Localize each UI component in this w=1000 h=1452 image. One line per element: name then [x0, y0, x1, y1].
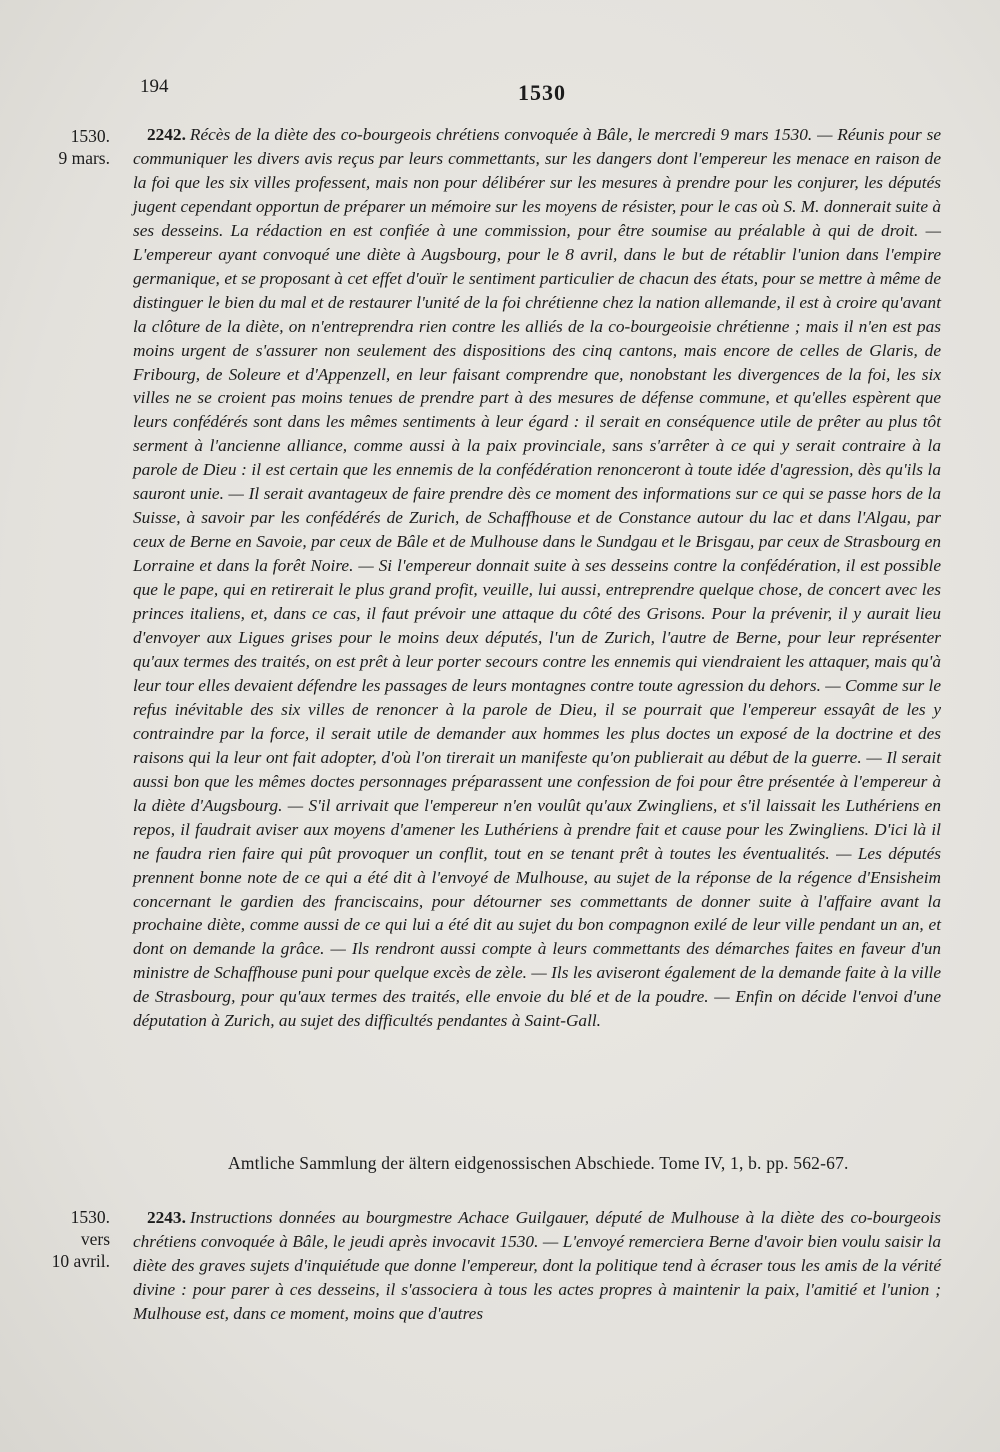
- margin-date-2242: [28, 125, 110, 169]
- entry-2243: [133, 1206, 941, 1326]
- entry-number: 2243.: [147, 1208, 186, 1227]
- page-year-heading: 1530: [518, 80, 566, 105]
- source-citation: Amtliche Sammlung der ältern eidgenossischen Abschiede. Tome IV, 1, b. pp. 562-67.: [228, 1153, 849, 1173]
- margin-date-line: 1530.: [70, 126, 110, 146]
- margin-date-line: 10 avril.: [51, 1251, 110, 1271]
- entry-number: 2242.: [147, 125, 186, 144]
- entry-text: Instructions données au bourgmestre Achace Guilgauer, député de Mulhouse à la diète des co-bourgeois chrétiens convoquée à Bâle, le jeudi après invocavit 1530. — L'envoyé remerciera Berne d'avoir bien voulu saisir la diète des graves sujets d'inquiétude que donne l'empereur, dont la politique tend à écraser tous les amis de la vérité divine : pour parer à ces desseins, il s'associera à tous les actes propres à maintenir la paix, l'amitié et l'union ; Mulhouse est, dans ce moment, moins que d'autres: [133, 1208, 941, 1323]
- entry-text: Récès de la diète des co-bourgeois chrétiens convoquée à Bâle, le mercredi 9 mars 1530. — Réunis pour se communiquer les divers avis reçus par leurs commettants, sur les dangers dont l'empereur les menace en raison de la foi que les six villes professent, mais non pour délibérer sur les mesures à prendre pour les conjurer, les députés jugent cependant opportun de préparer un mémoire sur les moyens de résister, pour le cas où S. M. donnerait suite à ses desseins. La rédaction en est confiée à une commission, pour être soumise au préalable à qui de droit. — L'empereur ayant convoqué une diète à Augsbourg, pour le 8 avril, dans le but de rétablir l'union dans l'empire germanique, et se proposant à cet effet d'ouïr le sentiment particulier de chacun des états, pour se mettre à même de distinguer le bien du mal et de restaurer l'unité de la foi chrétienne chez la nation allemande, il est à croire qu'avant la clôture de la diète, on n'entreprendra rien contre les alliés de la co-bourgeoisie chrétienne ; mais il n'en est pas moins urgent de s'assurer non seulement des dispositions des cinq cantons, mais encore de celles de Glaris, de Fribourg, de Soleure et d'Appenzell, en leur faisant comprendre que, nonobstant les divergences de la foi, les six villes ne se croient pas moins tenues de prendre part à des mesures de défense commune, et qu'elles espèrent que leurs confédérés sont dans les mêmes sentiments à leur égard : il serait en conséquence utile de prêter au plus tôt serment à l'ancienne alliance, comme aussi à la paix provinciale, sans s'arrêter à ce qui y serait contraire à la parole de Dieu : il est certain que les ennemis de la confédération renonceront à toute idée d'agression, dès qu'ils la sauront unie. — Il serait avantageux de faire prendre dès ce moment des informations sur ce qui se passe hors de la Suisse, à savoir par les confédérés de Zurich, de Schaffhouse et de Constance autour du lac et dans l'Algau, par ceux de Berne en Savoie, par ceux de Bâle et de Mulhouse dans le Sundgau et le Brisgau, par ceux de Strasbourg en Lorraine et dans la forêt Noire. — Si l'empereur donnait suite à ses desseins contre la confédération, il est possible que le pape, qui en retirerait le plus grand profit, veuille, lui aussi, entreprendre quelque chose, de concert avec les princes italiens, et, dans ce cas, il faut prévoir une attaque du côté des Grisons. Pour la prévenir, il y aurait lieu d'envoyer aux Ligues grises pour le moins deux députés, l'un de Zurich, l'autre de Berne, pour leur représenter qu'aux termes des traités, on est prêt à leur porter secours contre les ennemis qui viendraient les attaquer, mais qu'à leur tour elles devaient défendre les passages de leurs montagnes contre toute agression du dehors. — Comme sur le refus inévitable des six villes de renoncer à la parole de Dieu, il se pourrait que l'empereur essayât de les y contraindre par la force, il serait utile de demander aux hommes les plus doctes un exposé de la doctrine et des raisons qui la leur ont fait adopter, d'où l'on tirerait un manifeste qu'on publierait au début de la guerre. — Il serait aussi bon que les mêmes doctes personnages préparassent une confession de foi pour être présentée à l'empereur à la diète d'Augsbourg. — S'il arrivait que l'empereur n'en voulût qu'aux Zwingliens, et s'il laissait les Luthériens en repos, il faudrait aviser aux moyens d'amener les Luthériens à prendre fait et cause pour les Zwingliens. D'ici là il ne faudra rien faire qui pût provoquer un conflit, tout en se tenant prêt à toutes les éventualités. — Les députés prennent bonne note de ce qui a été dit à l'envoyé de Mulhouse, au sujet de la réponse de la régence d'Ensisheim concernant le gardien des franciscains, pour détourner ses commettants de donner suite à l'affaire avant la prochaine diète, comme aussi de ce qui lui a été dit au sujet du bon compagnon exilé de leur ville pendant un an, et dont on demande la grâce. — Ils rendront aussi compte à leurs commettants des démarches faites en faveur d'un ministre de Schaffhouse puni pour quelque excès de zèle. — Ils les aviseront également de la demande faite à la ville de Strasbourg, pour qu'aux termes des traités, elle envoie du blé et de la poudre. — Enfin on décide l'envoi d'une députation à Zurich, au sujet des difficultés pendantes à Saint-Gall.: [133, 125, 941, 1031]
- margin-date-line: 1530.: [70, 1207, 110, 1227]
- entry-2242: [133, 123, 941, 1033]
- running-head: [0, 76, 1000, 106]
- page-number: 194: [140, 76, 169, 97]
- margin-date-line: 9 mars.: [58, 148, 110, 168]
- margin-date-line: vers: [80, 1229, 110, 1249]
- margin-date-2243: [28, 1206, 110, 1272]
